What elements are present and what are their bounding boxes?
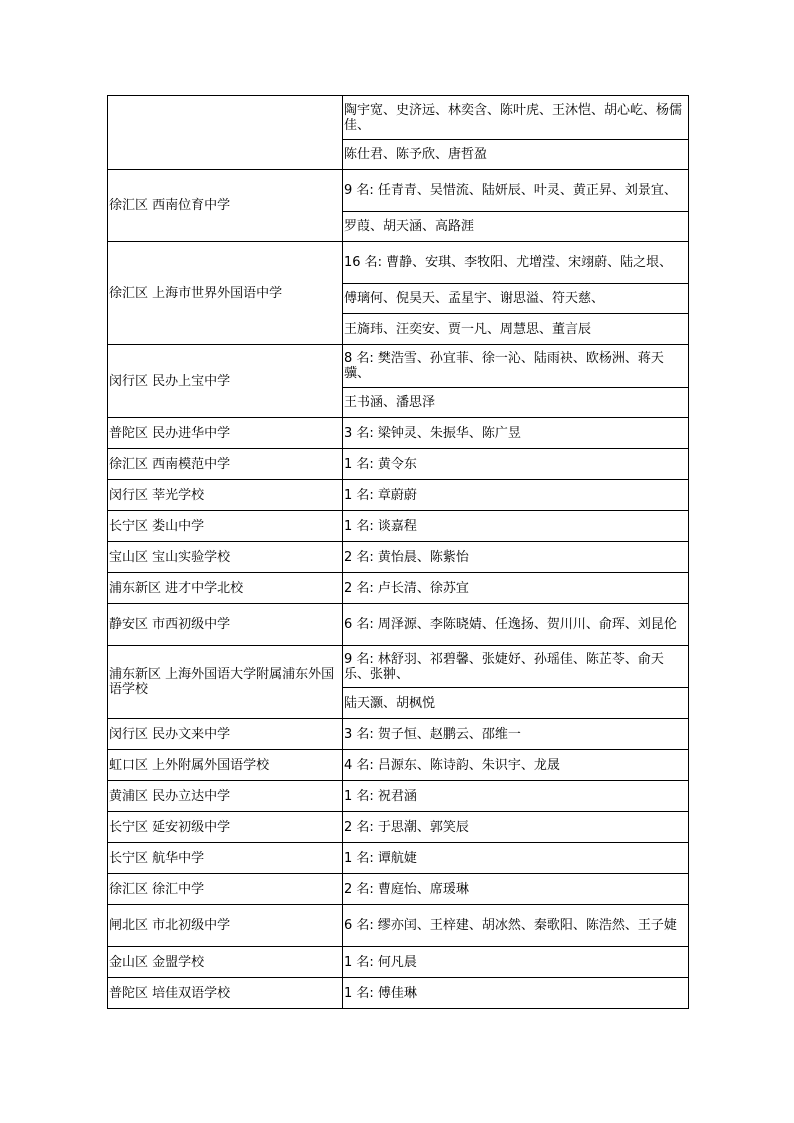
names-cell: 1 名: 章蔚蔚 (343, 480, 689, 511)
names-cell: 罗葭、胡天涵、高路涯 (343, 212, 689, 242)
table-row (108, 646, 689, 688)
school-cell: 长宁区 延安初级中学 (108, 812, 343, 843)
table-row (108, 719, 689, 750)
names-cell: 陶宇宽、史济远、林奕含、陈叶虎、王沐恺、胡心屹、杨儒佳、 (343, 96, 689, 140)
school-cell: 黄浦区 民办立达中学 (108, 781, 343, 812)
school-cell: 金山区 金盟学校 (108, 947, 343, 978)
school-cell: 徐汇区 西南位育中学 (108, 170, 343, 242)
names-cell: 6 名: 周泽源、李陈晓婧、任逸扬、贺川川、俞珲、刘昆伦 (343, 604, 689, 646)
names-cell: 3 名: 梁钟灵、朱振华、陈广昱 (343, 418, 689, 449)
table-row (108, 905, 689, 947)
school-cell: 普陀区 民办进华中学 (108, 418, 343, 449)
names-cell: 1 名: 谈嘉程 (343, 511, 689, 542)
school-cell: 闵行区 民办文来中学 (108, 719, 343, 750)
school-cell: 徐汇区 西南模范中学 (108, 449, 343, 480)
table-row (108, 170, 689, 212)
table-row (108, 418, 689, 449)
names-cell: 2 名: 于思潮、郭笑辰 (343, 812, 689, 843)
names-cell: 王书涵、潘思泽 (343, 388, 689, 418)
school-cell: 虹口区 上外附属外国语学校 (108, 750, 343, 781)
school-cell: 徐汇区 上海市世界外国语中学 (108, 242, 343, 345)
table-row (108, 511, 689, 542)
school-cell: 静安区 市西初级中学 (108, 604, 343, 646)
table-row (108, 573, 689, 604)
awards-table-body (108, 96, 689, 1009)
names-cell: 2 名: 黄怡晨、陈紫怡 (343, 542, 689, 573)
names-cell: 陈仕君、陈予欣、唐哲盈 (343, 140, 689, 170)
names-cell: 8 名: 樊浩雪、孙宜菲、徐一沁、陆雨袂、欧杨洲、蒋天骥、 (343, 345, 689, 388)
names-cell: 2 名: 曹庭怡、席瑗琳 (343, 874, 689, 905)
names-cell: 9 名: 林舒羽、祁碧馨、张婕妤、孙瑶佳、陈芷苓、俞天乐、张翀、 (343, 646, 689, 688)
table-row (108, 781, 689, 812)
table-row (108, 874, 689, 905)
names-cell: 1 名: 何凡晨 (343, 947, 689, 978)
names-cell: 1 名: 祝君涵 (343, 781, 689, 812)
names-cell: 1 名: 黄令东 (343, 449, 689, 480)
table-row (108, 96, 689, 140)
names-cell: 4 名: 吕源东、陈诗韵、朱识宇、龙晟 (343, 750, 689, 781)
table-row (108, 947, 689, 978)
school-cell: 闵行区 民办上宝中学 (108, 345, 343, 418)
table-row (108, 480, 689, 511)
table-row (108, 843, 689, 874)
names-cell: 3 名: 贺子恒、赵鹏云、邵维一 (343, 719, 689, 750)
school-cell: 长宁区 航华中学 (108, 843, 343, 874)
names-cell: 陆天灏、胡枫悦 (343, 688, 689, 719)
table-row (108, 542, 689, 573)
names-cell: 1 名: 谭航婕 (343, 843, 689, 874)
school-cell: 闵行区 莘光学校 (108, 480, 343, 511)
names-cell: 9 名: 任青青、吴惜流、陆妍辰、叶灵、黄正昇、刘景宜、 (343, 170, 689, 212)
table-row (108, 242, 689, 284)
names-cell: 1 名: 傅佳琳 (343, 978, 689, 1009)
names-cell: 6 名: 缪亦闰、王梓建、胡冰然、秦歌阳、陈浩然、王子婕 (343, 905, 689, 947)
school-cell: 普陀区 培佳双语学校 (108, 978, 343, 1009)
table-row (108, 750, 689, 781)
awards-table (107, 95, 689, 1009)
school-cell: 徐汇区 徐汇中学 (108, 874, 343, 905)
school-cell: 闸北区 市北初级中学 (108, 905, 343, 947)
table-row (108, 345, 689, 388)
names-cell: 2 名: 卢长清、徐苏宜 (343, 573, 689, 604)
school-cell: 长宁区 娄山中学 (108, 511, 343, 542)
names-cell: 王旖玮、汪奕安、贾一凡、周慧思、董言辰 (343, 314, 689, 345)
school-cell (108, 96, 343, 170)
school-cell: 浦东新区 进才中学北校 (108, 573, 343, 604)
school-cell: 浦东新区 上海外国语大学附属浦东外国语学校 (108, 646, 343, 719)
table-row (108, 812, 689, 843)
table-row (108, 449, 689, 480)
names-cell: 傅璃何、倪昊天、孟星宇、谢思溢、符天慈、 (343, 284, 689, 314)
table-row (108, 604, 689, 646)
names-cell: 16 名: 曹静、安琪、李牧阳、尤增滢、宋翊蔚、陆之垠、 (343, 242, 689, 284)
table-row (108, 978, 689, 1009)
school-cell: 宝山区 宝山实验学校 (108, 542, 343, 573)
